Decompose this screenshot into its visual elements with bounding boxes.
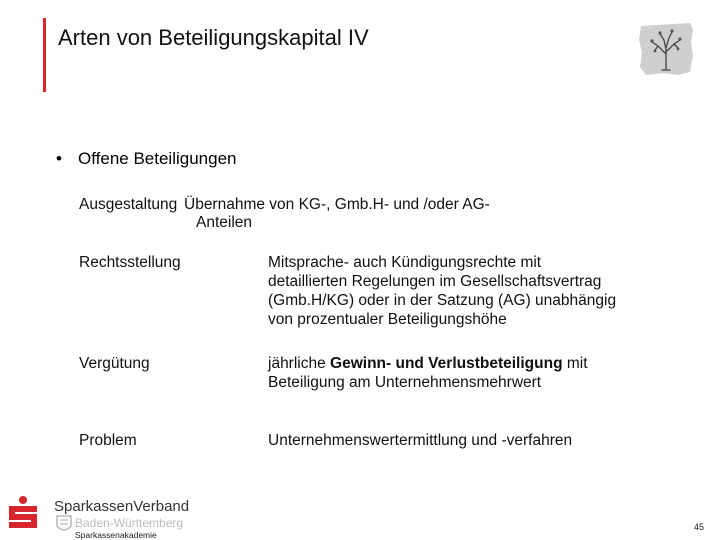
footer-brand: SparkassenVerband bbox=[54, 498, 190, 515]
row-text-verguetung-line1 bbox=[268, 354, 588, 374]
tree-icon bbox=[638, 22, 694, 76]
verguetung-pre-text: jährliche bbox=[268, 355, 331, 372]
row-label-ausgestaltung: Ausgestaltung bbox=[79, 196, 178, 213]
row-text-rechtsstellung-line4: von prozentualer Beteiligungshöhe bbox=[268, 311, 507, 328]
verguetung-post-text: mit bbox=[562, 355, 588, 372]
row-label-rechtsstellung: Rechtsstellung bbox=[79, 254, 181, 271]
row-text-rechtsstellung-line2: detaillierten Regelungen im Gesellschaftsvertrag bbox=[268, 273, 602, 290]
row-text-ausgestaltung-line1: Übernahme von KG-, Gmb.H- und /oder AG- bbox=[184, 196, 490, 213]
sparkasse-s-logo bbox=[9, 496, 37, 528]
verguetung-bold-text: Gewinn- und Verlustbeteiligung bbox=[330, 355, 563, 372]
title-accent-bar bbox=[43, 18, 46, 92]
footer-region: Baden-Württemberg bbox=[75, 516, 184, 530]
footer-academy: Sparkassenakademie bbox=[75, 530, 157, 540]
row-text-problem: Unternehmenswertermittlung und -verfahren bbox=[268, 432, 573, 449]
row-label-problem: Problem bbox=[79, 432, 137, 449]
row-text-ausgestaltung-line2: Anteilen bbox=[196, 214, 253, 231]
row-text-rechtsstellung-line1: Mitsprache- auch Kündigungsrechte mit bbox=[268, 254, 542, 271]
bullet-text: Offene Beteiligungen bbox=[78, 149, 237, 168]
row-label-verguetung: Vergütung bbox=[79, 355, 150, 372]
row-text-rechtsstellung-line3: (Gmb.H/KG) oder in der Satzung (AG) unabhängig bbox=[268, 292, 617, 309]
coat-of-arms-icon bbox=[57, 516, 71, 530]
bullet-item bbox=[56, 148, 236, 170]
slide-title: Arten von Beteiligungskapital IV bbox=[58, 25, 369, 50]
row-text-verguetung-line2: Beteiligung am Unternehmensmehrwert bbox=[268, 374, 542, 391]
page-number: 45 bbox=[693, 522, 704, 532]
bullet-marker: • bbox=[56, 149, 62, 168]
